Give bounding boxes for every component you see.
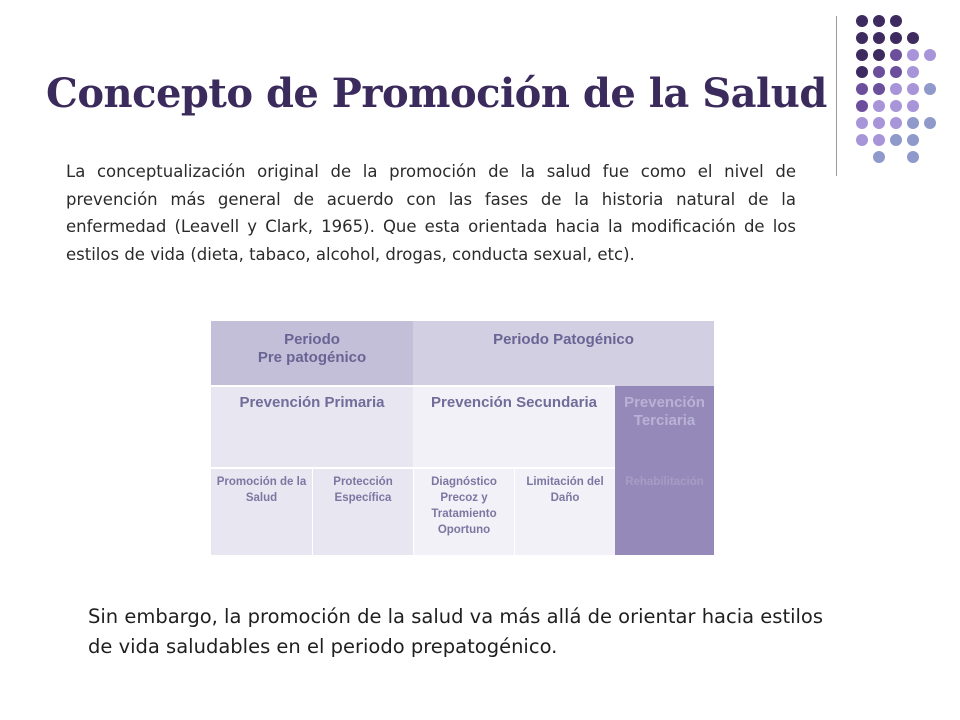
decorative-dot xyxy=(856,49,868,61)
decorative-dot xyxy=(873,49,885,61)
decorative-dot xyxy=(924,117,936,129)
item-diagnostico-precoz: Diagnóstico Precoz y Tratamiento Oportuno xyxy=(413,468,514,555)
intro-paragraph: La conceptualización original de la promoción de la salud fue como el nivel de prevención más general de acuerdo con las fases de la historia natural de la enfermedad (Leavell y Clark, 1965). Que esta orientada hacia la modificación de los estilos de vida (dieta, tabaco, alcohol, drogas, conducta sexual, etc). xyxy=(66,162,796,264)
decorative-dot xyxy=(924,49,936,61)
item-proteccion-especifica: Protección Específica xyxy=(312,468,413,555)
decorative-dot xyxy=(856,66,868,78)
decorative-dot xyxy=(873,117,885,129)
decorative-dot xyxy=(890,117,902,129)
decorative-dot xyxy=(907,66,919,78)
decorative-dot xyxy=(890,66,902,78)
decorative-dot-grid xyxy=(0,0,960,180)
decorative-dot xyxy=(856,83,868,95)
table-divider xyxy=(211,385,615,387)
decorative-dot xyxy=(890,134,902,146)
decorative-dot xyxy=(873,134,885,146)
decorative-dot xyxy=(907,100,919,112)
decorative-dot xyxy=(873,100,885,112)
decorative-dot xyxy=(873,15,885,27)
decorative-dot xyxy=(856,117,868,129)
slide-title: Concepto de Promoción de la Salud xyxy=(46,70,827,117)
decorative-dot xyxy=(856,100,868,112)
decorative-dot xyxy=(873,151,885,163)
decorative-dot xyxy=(856,15,868,27)
decorative-dot xyxy=(890,49,902,61)
prevention-levels-table xyxy=(211,321,714,555)
decorative-dot xyxy=(907,83,919,95)
decorative-dot xyxy=(924,83,936,95)
decorative-dot xyxy=(856,32,868,44)
decorative-dot xyxy=(907,32,919,44)
table-divider xyxy=(211,467,615,469)
decorative-dot xyxy=(907,49,919,61)
level-prevencion-secundaria: Prevención Secundaria xyxy=(413,386,615,468)
decorative-dot xyxy=(907,151,919,163)
level-prevencion-terciaria: Prevención Terciaria xyxy=(615,386,714,555)
item-promocion-salud: Promoción de la Salud xyxy=(211,468,312,555)
decorative-dot xyxy=(890,15,902,27)
header-periodo-prepatogenico: Periodo Pre patogénico xyxy=(211,321,413,386)
decorative-dot xyxy=(873,66,885,78)
decorative-dot xyxy=(856,134,868,146)
decorative-dot xyxy=(873,32,885,44)
decorative-dot xyxy=(890,100,902,112)
item-rehabilitacion: Rehabilitación xyxy=(615,468,714,555)
decorative-dot xyxy=(873,83,885,95)
level-prevencion-primaria: Prevención Primaria xyxy=(211,386,413,468)
header-periodo-patogenico: Periodo Patogénico xyxy=(413,321,714,386)
decorative-dot xyxy=(890,83,902,95)
decorative-dot xyxy=(907,134,919,146)
decorative-dot xyxy=(907,117,919,129)
item-limitacion-dano: Limitación del Daño xyxy=(514,468,615,555)
decorative-dot xyxy=(890,32,902,44)
closing-paragraph: Sin embargo, la promoción de la salud va más allá de orientar hacia estilos de vida saludables en el periodo prepatogénico. xyxy=(88,605,824,658)
